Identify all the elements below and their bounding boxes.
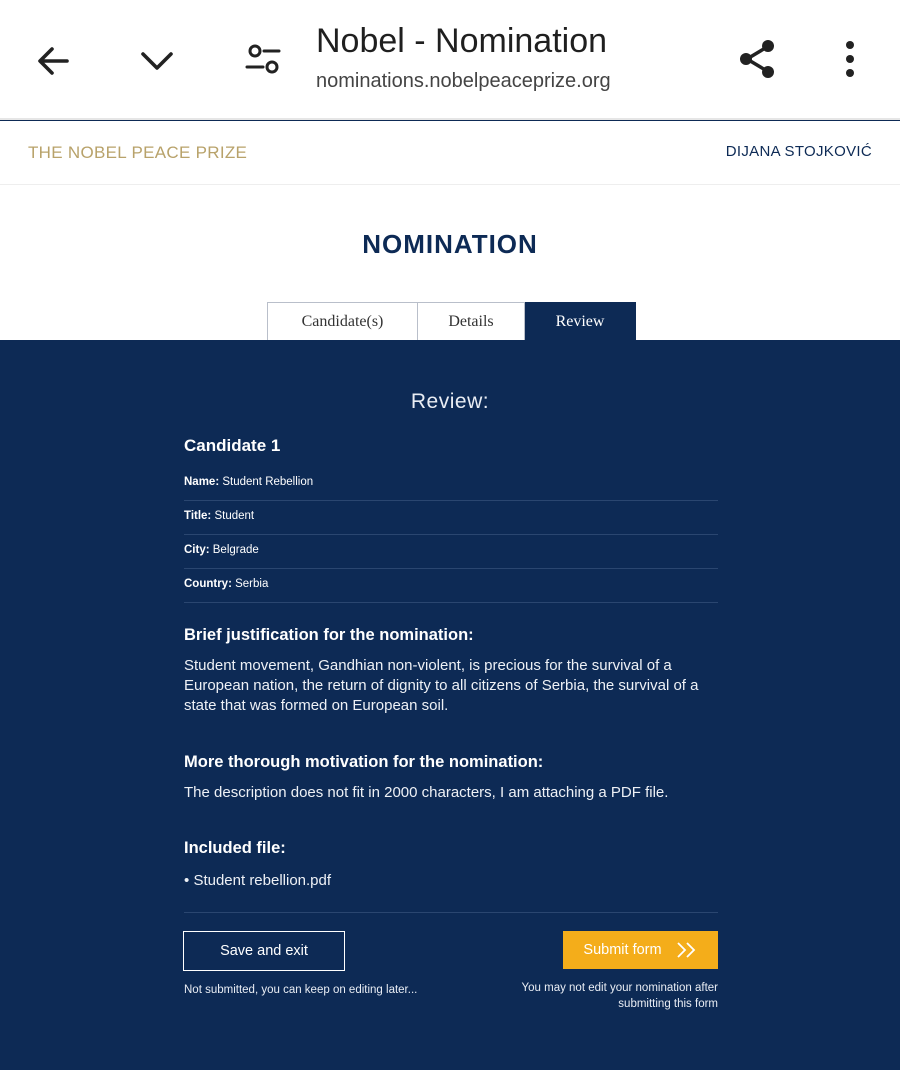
submit-note: You may not edit your nomination after submitting this form bbox=[521, 982, 718, 1010]
tab-review[interactable]: Review bbox=[525, 302, 636, 340]
more-vert-icon[interactable] bbox=[832, 36, 868, 82]
submit-form-button[interactable] bbox=[563, 931, 718, 969]
save-note: Not submitted, you can keep on editing later... bbox=[184, 984, 418, 996]
share-icon[interactable] bbox=[732, 34, 782, 84]
divider bbox=[184, 912, 718, 913]
field-label: Name: bbox=[184, 476, 220, 488]
brief-justification-heading: Brief justification for the nomination: bbox=[184, 626, 474, 644]
field-country bbox=[184, 569, 718, 603]
field-label: Title: bbox=[184, 510, 212, 522]
field-value: Serbia bbox=[231, 578, 269, 590]
brief-justification-text: Student movement, Gandhian non-violent, is precious for the survival of a European nation, the return of dignity to all citizens of Serbia, the survival of a state that was formed on European soil. bbox=[184, 657, 699, 714]
tab-candidates[interactable]: Candidate(s) bbox=[267, 302, 418, 340]
chevron-down-icon[interactable] bbox=[134, 38, 180, 84]
candidate-heading: Candidate 1 bbox=[184, 436, 281, 455]
review-panel bbox=[0, 340, 900, 1070]
field-name bbox=[184, 467, 718, 501]
file-name[interactable]: Student rebellion.pdf bbox=[193, 872, 332, 889]
field-value: Student bbox=[211, 510, 255, 522]
tab-details[interactable]: Details bbox=[418, 302, 525, 340]
bullet: • bbox=[184, 872, 190, 889]
back-arrow-icon[interactable] bbox=[30, 38, 76, 84]
field-value: Student Rebellion bbox=[219, 476, 314, 488]
user-name[interactable]: DIJANA STOJKOVIĆ bbox=[725, 143, 872, 160]
tune-icon[interactable] bbox=[242, 38, 284, 80]
field-value: Belgrade bbox=[209, 544, 259, 556]
motivation-heading: More thorough motivation for the nomination: bbox=[184, 753, 544, 771]
field-title bbox=[184, 501, 718, 535]
submit-label: Submit form bbox=[583, 942, 662, 958]
browser-toolbar bbox=[0, 0, 900, 120]
field-label: Country: bbox=[184, 578, 232, 590]
double-chevron-right-icon bbox=[676, 941, 698, 959]
review-heading: Review: bbox=[410, 390, 490, 413]
tab-bar bbox=[267, 302, 636, 340]
field-label: City: bbox=[184, 544, 210, 556]
title-area bbox=[0, 185, 900, 340]
brand-link[interactable]: THE NOBEL PEACE PRIZE bbox=[28, 143, 248, 162]
save-and-exit-button[interactable]: Save and exit bbox=[183, 931, 345, 971]
page-title-bar[interactable]: Nobel - Nomination bbox=[316, 22, 608, 60]
field-city bbox=[184, 535, 718, 569]
included-file-heading: Included file: bbox=[184, 839, 286, 857]
motivation-text: The description does not fit in 2000 characters, I am attaching a PDF file. bbox=[184, 784, 669, 801]
site-header bbox=[0, 121, 900, 185]
url-host[interactable]: nominations.nobelpeaceprize.org bbox=[316, 70, 611, 92]
page-title: NOMINATION bbox=[362, 229, 538, 259]
included-file-item bbox=[184, 872, 718, 889]
